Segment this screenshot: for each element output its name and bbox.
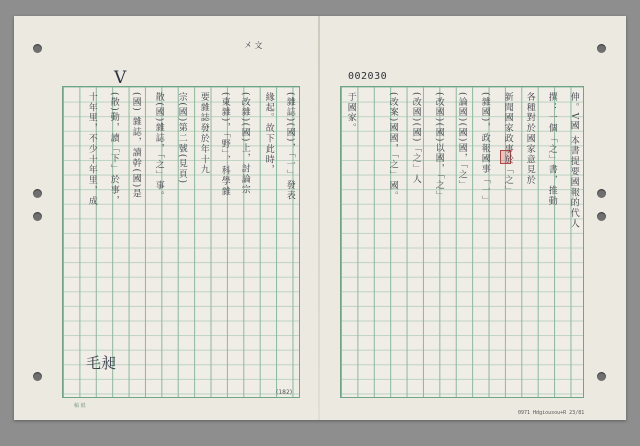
signature-mark: 毛昶 (86, 354, 117, 372)
left-column-4: 散(國)雜誌，「之」事。 (153, 92, 164, 202)
binder-hole (33, 189, 42, 198)
binder-hole (597, 372, 606, 381)
binder-hole (33, 372, 42, 381)
right-column-6: (論國)(國)國，「之」 (456, 92, 467, 191)
left-column-2: (散)動，讀「下」於事， (108, 92, 119, 206)
binder-hole (597, 189, 606, 198)
top-note: 㐅 文 (244, 41, 263, 50)
right-column-1: 伸。V國 本書提要國報的代人 (568, 92, 579, 229)
right-column-3: 各種對於國家意見於 (524, 92, 535, 186)
left-column-10: (雜誌)(國)，「一」發表 (284, 92, 295, 201)
right-column-4: 新聞國家政事於「之」 (502, 92, 513, 196)
binder-hole (597, 44, 606, 53)
left-column-8: (改雜)(國)上，討論宗 (239, 92, 250, 195)
left-column-9: 緣起。故下此時， (263, 92, 274, 176)
binder-hole (597, 212, 606, 221)
page-spine (318, 16, 320, 420)
right-column-8: (改國)(國)「之」人 (410, 92, 421, 185)
serial-number: 002030 (348, 71, 388, 82)
grid-stamp: 稿 紙 (74, 403, 86, 409)
binder-hole (33, 212, 42, 221)
right-column-7: (改國)(國)以國，「之」 (433, 92, 444, 201)
page-number: (182) (276, 389, 293, 396)
check-mark: V (114, 68, 127, 88)
right-column-2: 撰：一個「之」書，推動 (546, 92, 557, 207)
binder-hole (33, 44, 42, 53)
left-column-1: 十年里，不少十年里，成 (86, 92, 97, 207)
right-column-10: 于國家。 (345, 92, 356, 134)
left-column-6: 要雜誌發於年十九 (198, 92, 209, 176)
archive-reference: 0971 Hdgiousou+R 23/81 (518, 410, 585, 416)
left-column-3: (國) 雜誌，讀幹(國)是 (130, 92, 141, 200)
right-column-5: (雜國)，政報國事「一」 (479, 92, 490, 206)
left-column-5: 宗(國)第二號(見頁) (176, 92, 187, 185)
left-column-7: (東雜)，「野」，科學雜 (219, 92, 230, 197)
right-column-9: (改案)國國，「之」國。 (387, 92, 398, 202)
